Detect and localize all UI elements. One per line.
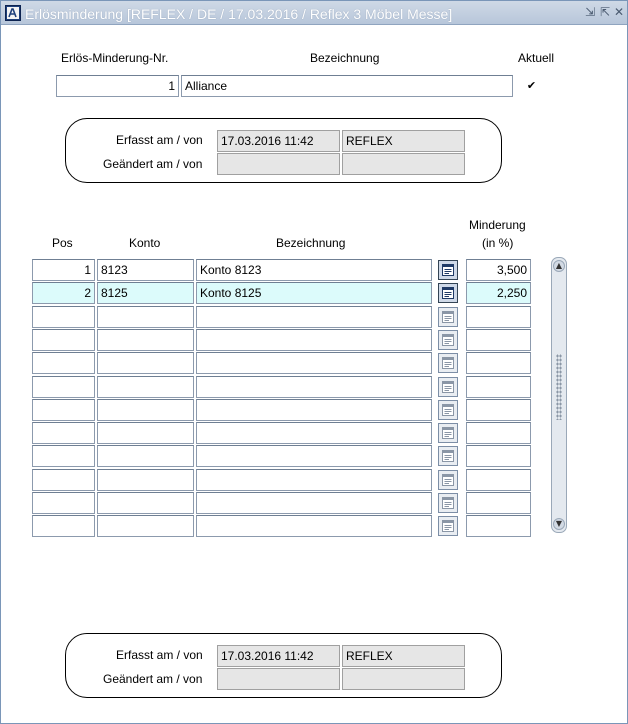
lov-icon[interactable] <box>438 283 458 303</box>
col-header-bezeichnung: Bezeichnung <box>276 236 346 250</box>
lov-icon[interactable] <box>438 493 458 513</box>
row-minderung-field[interactable]: 2,250 <box>466 282 531 304</box>
lov-icon[interactable] <box>438 330 458 350</box>
row-pos-field[interactable] <box>32 329 95 351</box>
col-header-pos: Pos <box>52 236 73 250</box>
geaendert-user-field-bottom <box>342 668 465 690</box>
row-minderung-field[interactable]: 3,500 <box>466 259 531 281</box>
lov-icon[interactable] <box>438 307 458 327</box>
row-bezeichnung-field[interactable] <box>196 376 432 398</box>
title-bar[interactable] <box>1 1 627 25</box>
row-konto-field[interactable] <box>97 469 194 491</box>
scroll-down-icon[interactable]: ▼ <box>553 518 565 530</box>
geaendert-date-field <box>217 153 340 175</box>
row-minderung-field[interactable] <box>466 376 531 398</box>
row-konto-field[interactable] <box>97 445 194 467</box>
row-konto-field[interactable] <box>97 352 194 374</box>
row-konto-field[interactable] <box>97 515 194 537</box>
row-bezeichnung-field[interactable]: Konto 8125 <box>196 282 432 304</box>
geaendert-user-field <box>342 153 465 175</box>
row-konto-field[interactable] <box>97 329 194 351</box>
row-bezeichnung-field[interactable] <box>196 399 432 421</box>
lov-icon[interactable] <box>438 470 458 490</box>
row-pos-field[interactable] <box>32 399 95 421</box>
scroll-grip[interactable] <box>556 354 562 420</box>
geaendert-date-field-bottom <box>217 668 340 690</box>
row-pos-field[interactable] <box>32 469 95 491</box>
geaendert-label: Geändert am / von <box>103 157 203 171</box>
row-minderung-field[interactable] <box>466 352 531 374</box>
row-minderung-field[interactable] <box>466 515 531 537</box>
maximize-icon[interactable]: ⇱ <box>599 5 611 19</box>
window-title: Erlösminderung [REFLEX / DE / 17.03.2016 / Reflex 3 Möbel Messe] <box>25 6 453 22</box>
row-bezeichnung-field[interactable] <box>196 445 432 467</box>
row-pos-field[interactable] <box>32 422 95 444</box>
erfasst-user-field: REFLEX <box>342 130 465 152</box>
row-bezeichnung-field[interactable] <box>196 306 432 328</box>
row-minderung-field[interactable] <box>466 469 531 491</box>
erfasst-date-field: 17.03.2016 11:42 <box>217 130 340 152</box>
row-konto-field[interactable] <box>97 422 194 444</box>
row-pos-field[interactable]: 1 <box>32 259 95 281</box>
erfasst-date-field-bottom: 17.03.2016 11:42 <box>217 645 340 667</box>
row-pos-field[interactable] <box>32 445 95 467</box>
row-bezeichnung-field[interactable] <box>196 422 432 444</box>
table-scrollbar[interactable] <box>551 257 567 533</box>
row-minderung-field[interactable] <box>466 399 531 421</box>
row-konto-field[interactable] <box>97 399 194 421</box>
row-konto-field[interactable] <box>97 492 194 514</box>
geaendert-label-bottom: Geändert am / von <box>103 672 203 686</box>
lov-icon[interactable] <box>438 446 458 466</box>
row-minderung-field[interactable] <box>466 306 531 328</box>
lov-icon[interactable] <box>438 260 458 280</box>
col-header-konto: Konto <box>129 236 161 250</box>
app-icon <box>5 5 21 21</box>
bezeichnung-label: Bezeichnung <box>310 51 380 65</box>
row-pos-field[interactable]: 2 <box>32 282 95 304</box>
aktuell-checkbox[interactable]: ✔ <box>526 79 537 92</box>
row-bezeichnung-field[interactable] <box>196 352 432 374</box>
bezeichnung-input[interactable]: Alliance <box>181 75 513 97</box>
row-pos-field[interactable] <box>32 352 95 374</box>
lov-icon[interactable] <box>438 400 458 420</box>
lov-icon[interactable] <box>438 353 458 373</box>
col-header-minderung: Minderung <box>469 218 526 232</box>
row-bezeichnung-field[interactable] <box>196 329 432 351</box>
row-bezeichnung-field[interactable]: Konto 8123 <box>196 259 432 281</box>
erfasst-label-bottom: Erfasst am / von <box>116 648 203 662</box>
nr-label: Erlös-Minderung-Nr. <box>61 51 169 65</box>
close-icon[interactable]: ✕ <box>613 5 625 19</box>
aktuell-label: Aktuell <box>518 51 555 65</box>
lov-icon[interactable] <box>438 377 458 397</box>
row-konto-field[interactable] <box>97 376 194 398</box>
erfasst-label: Erfasst am / von <box>116 133 203 147</box>
row-minderung-field[interactable] <box>466 329 531 351</box>
row-pos-field[interactable] <box>32 306 95 328</box>
erfasst-user-field-bottom: REFLEX <box>342 645 465 667</box>
row-pos-field[interactable] <box>32 376 95 398</box>
lov-icon[interactable] <box>438 423 458 443</box>
row-pos-field[interactable] <box>32 515 95 537</box>
row-bezeichnung-field[interactable] <box>196 492 432 514</box>
nr-input[interactable]: 1 <box>56 75 179 97</box>
row-bezeichnung-field[interactable] <box>196 469 432 491</box>
row-minderung-field[interactable] <box>466 492 531 514</box>
minimize-icon[interactable]: ⇲ <box>584 5 596 19</box>
lov-icon[interactable] <box>438 516 458 536</box>
row-minderung-field[interactable] <box>466 445 531 467</box>
row-pos-field[interactable] <box>32 492 95 514</box>
row-konto-field[interactable]: 8125 <box>97 282 194 304</box>
row-bezeichnung-field[interactable] <box>196 515 432 537</box>
col-header-minderung-unit: (in %) <box>482 236 514 250</box>
row-minderung-field[interactable] <box>466 422 531 444</box>
scroll-up-icon[interactable]: ▲ <box>553 260 565 272</box>
row-konto-field[interactable] <box>97 306 194 328</box>
row-konto-field[interactable]: 8123 <box>97 259 194 281</box>
